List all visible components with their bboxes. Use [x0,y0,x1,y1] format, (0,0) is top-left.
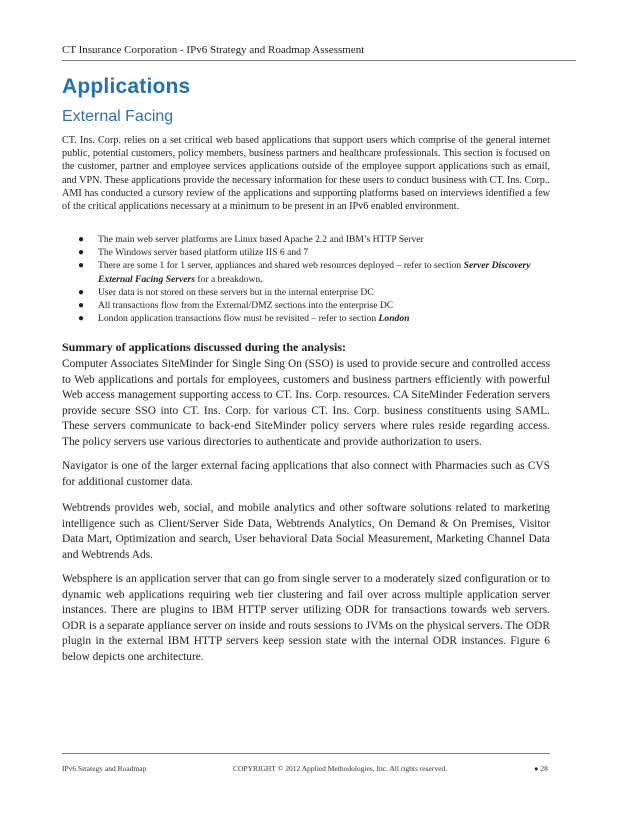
bullet-icon: ● [78,286,85,298]
bullet-text: The main web server platforms are Linux based Apache 2.2 and IBM’s HTTP Server [98,234,424,245]
bullet-icon: ● [78,313,85,325]
section-title: Applications [62,75,191,98]
navigator-paragraph: Navigator is one of the larger external facing applications that also connect with Pharmacies such as CVS for additional customer data. [62,460,550,488]
section-reference-link[interactable]: Server Discovery External Facing Servers [98,260,531,285]
bullet-text: All transactions flow from the External/DMZ sections into the enterprise DC [98,300,394,312]
list-item [78,286,550,299]
websphere-paragraph: Websphere is an application server that can go from single server to a moderately sized configuration or to dynamic web applications requiring web tier clustering and fail over across multiple application server instances. There are plugins to IBM HTTP server utilizing ODR for transactions towards web servers. ODR is a separate appliance server on inside and routs sessions to JVMs on the physical servers. The ODR plugin in the external IBM HTTP servers keep session state with the internal ODR instances. Figure 6 below depicts one architecture. [62,573,550,663]
bullet-text-after: for a breakdown. [195,273,263,285]
footer-left: IPv6 Strategy and Roadmap [62,764,147,773]
page-number-value: 28 [540,764,548,773]
page-bullet-icon: ● [534,764,541,773]
bullet-icon: ● [78,247,85,259]
webtrends-paragraph: Webtrends provides web, social, and mobile analytics and other software solutions related to marketing intelligence such as Client/Server Side Data, Webtrends Analytics, On Demand & On Premises, Visitor Data Mart, Optimization and search, User behavioral Data Social Measurement, Marketing Channel Data and Webtrends Ads. [62,502,550,561]
bullet-list [78,233,550,325]
footer-divider [62,753,550,754]
bullet-icon: ● [78,300,85,312]
footer-copyright: COPYRIGHT © 2012 Applied Methodologies, Inc. All rights reserved. [233,764,448,773]
page-number [534,764,548,773]
bullet-text: The Windows server based platform utilize IIS 6 and 7 [98,247,309,259]
list-item [78,259,550,285]
intro-paragraph: CT. Ins. Corp. relies on a set critical web based applications that support users which comprise of the general internet public, potential customers, policy members, business partners and healthcare professionals. This section is focused on the customer, partner and employee services applications outside of the employee support applications such as email, and VPN. These applications provide the necessary information for these users to conduct business with CT. Ins. Corp.. AMI has conducted a cursory review of the applications and supporting platforms based on interviews identified a few of the critical applications necessary at a minimum to be present in an IPv6 enabled environment. [62,135,550,213]
list-item [78,246,550,259]
list-item [78,312,550,325]
bullet-text: There are some 1 for 1 server, appliances and shared web resources deployed – refer to section [98,260,464,272]
section-subtitle: External Facing [62,108,174,125]
bullet-text: London application transactions flow must be revisited – refer to section [98,313,379,325]
list-item [78,299,550,312]
list-item [78,233,550,246]
siteminder-paragraph: Computer Associates SiteMinder for Single Sing On (SSO) is used to provide secure and controlled access to Web applications and portals for employees, customers and business partners efficiently with powerful Web access management supporting access to CT. Ins. Corp. resources. CA SiteMinder Federation servers provide secure SSO into CT. Ins. Corp. for various CT. Ins. Corp. business constituents using SAML. These servers communicate to back-end SiteMinder policy servers where rules reside regarding access. The policy servers use various directories to authenticate and provide authorization to users. [62,358,550,448]
bullet-icon: ● [78,260,85,272]
bullet-text: User data is not stored on these servers but in the internal enterprise DC [98,286,374,298]
running-header: CT Insurance Corporation - IPv6 Strategy and Roadmap Assessment [62,44,576,61]
section-reference-link[interactable]: London [378,313,410,325]
bullet-icon: ● [78,234,85,245]
summary-heading: Summary of applications discussed during the analysis: [62,340,347,354]
